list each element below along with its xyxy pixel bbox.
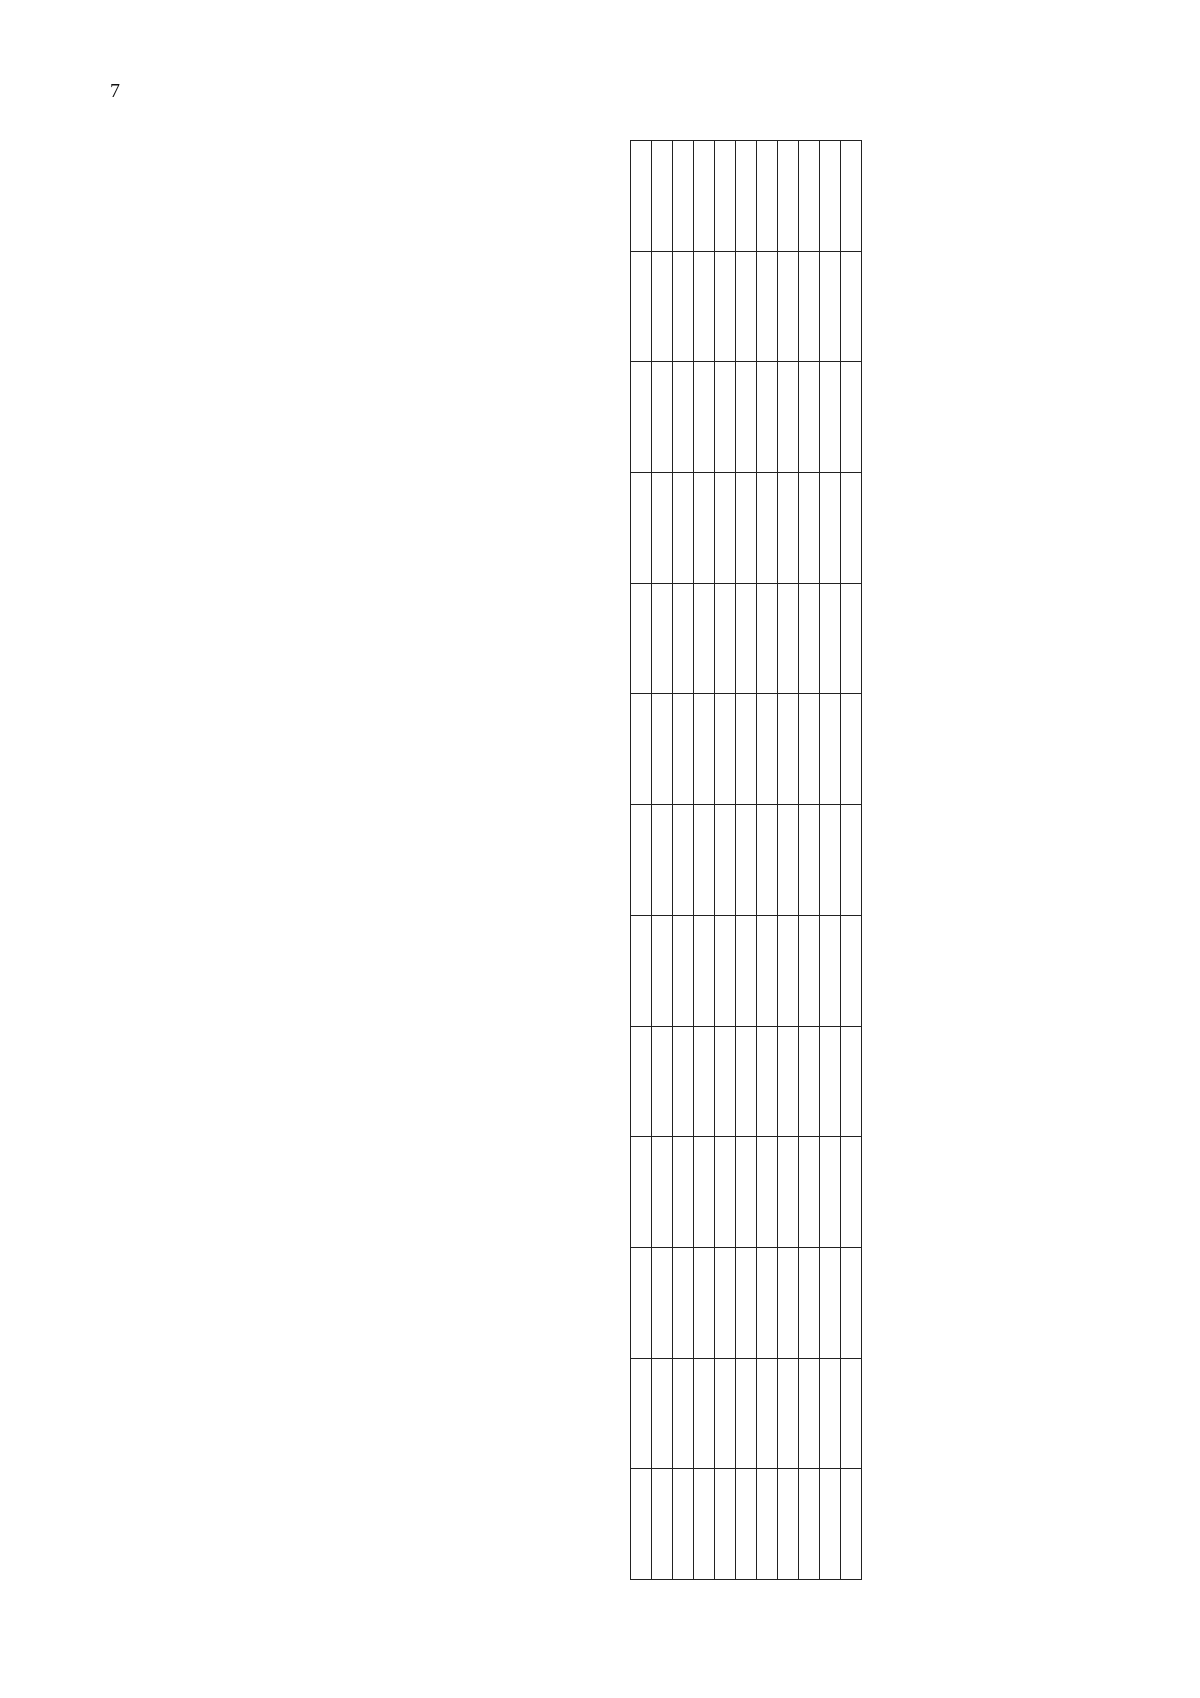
table-cell [841, 583, 862, 694]
table-cell [841, 915, 862, 1026]
table-cell [652, 1358, 673, 1469]
table-cell [841, 362, 862, 473]
table-row [673, 141, 694, 1580]
table-cell [820, 1247, 841, 1358]
table-cell [778, 694, 799, 805]
column-header [631, 694, 652, 805]
table-cell [778, 1247, 799, 1358]
table-cell [799, 1469, 820, 1580]
table-cell [652, 251, 673, 362]
table-cell [736, 362, 757, 473]
table-cell [673, 473, 694, 584]
table-cell [652, 583, 673, 694]
table-cell [652, 1469, 673, 1580]
table-cell [736, 141, 757, 252]
table-cell [715, 915, 736, 1026]
table-cell [841, 1026, 862, 1137]
table-cell [694, 1137, 715, 1248]
table-cell [757, 1247, 778, 1358]
table-cell [694, 1026, 715, 1137]
table-cell [715, 1026, 736, 1137]
table-cell [673, 141, 694, 252]
table-row [757, 141, 778, 1580]
table-cell [652, 473, 673, 584]
table-cell [778, 805, 799, 916]
table-cell [736, 1469, 757, 1580]
table-cell [841, 141, 862, 252]
table-cell [715, 1358, 736, 1469]
table-cell [652, 141, 673, 252]
table-cell [694, 362, 715, 473]
table-cell [736, 251, 757, 362]
table-cell [799, 694, 820, 805]
table-cell [799, 583, 820, 694]
table-cell [673, 583, 694, 694]
table-header-row [631, 141, 652, 1580]
table-cell [673, 694, 694, 805]
table-cell [736, 694, 757, 805]
table-cell [799, 805, 820, 916]
column-header [631, 141, 652, 252]
table-cell [757, 141, 778, 252]
table-cell [694, 141, 715, 252]
table-cell [757, 694, 778, 805]
table-row [715, 141, 736, 1580]
table-cell [778, 1137, 799, 1248]
table-cell [694, 251, 715, 362]
table-cell [820, 1026, 841, 1137]
table-cell [694, 1247, 715, 1358]
table-cell [841, 1469, 862, 1580]
column-header [631, 915, 652, 1026]
table-cell [820, 1358, 841, 1469]
table-cell [736, 1026, 757, 1137]
table-cell [820, 141, 841, 252]
table-cell [694, 1358, 715, 1469]
table-cell [778, 1026, 799, 1137]
table-cell [715, 362, 736, 473]
table-cell [694, 583, 715, 694]
table-cell [673, 1469, 694, 1580]
table-cell [715, 805, 736, 916]
table-cell [673, 1358, 694, 1469]
table-cell [715, 1469, 736, 1580]
table-cell [757, 915, 778, 1026]
table-cell [799, 1247, 820, 1358]
table-cell [694, 694, 715, 805]
table-cell [715, 141, 736, 252]
document-page [120, 120, 1080, 1600]
table-cell [715, 583, 736, 694]
column-header [631, 1469, 652, 1580]
table-cell [778, 1469, 799, 1580]
table-cell [757, 1026, 778, 1137]
table-cell [757, 583, 778, 694]
table-cell [652, 694, 673, 805]
table-cell [799, 915, 820, 1026]
table-cell [652, 1026, 673, 1137]
table-cell [757, 362, 778, 473]
table-row [799, 141, 820, 1580]
table-cell [820, 805, 841, 916]
page-number: 7 [110, 80, 120, 102]
table-cell [841, 694, 862, 805]
table-cell [778, 1358, 799, 1469]
table-cell [736, 473, 757, 584]
table-cell [841, 473, 862, 584]
table-cell [673, 1026, 694, 1137]
column-header [631, 1137, 652, 1248]
table-cell [652, 362, 673, 473]
column-header [631, 251, 652, 362]
table-cell [694, 1469, 715, 1580]
table-cell [778, 583, 799, 694]
table-cell [652, 805, 673, 916]
table-cell [715, 473, 736, 584]
table-cell [757, 1358, 778, 1469]
table-cell [673, 362, 694, 473]
table-cell [820, 1137, 841, 1248]
table-row [694, 141, 715, 1580]
table-row [778, 141, 799, 1580]
table-cell [841, 1358, 862, 1469]
table-cell [841, 805, 862, 916]
table-cell [820, 362, 841, 473]
table-row [841, 141, 862, 1580]
table-row [652, 141, 673, 1580]
table-cell [841, 1137, 862, 1248]
table-cell [799, 1358, 820, 1469]
indicator-table [630, 140, 862, 1580]
table-cell [757, 1469, 778, 1580]
table-cell [736, 583, 757, 694]
table-cell [799, 251, 820, 362]
table-cell [694, 915, 715, 1026]
column-header [631, 362, 652, 473]
table-cell [652, 1137, 673, 1248]
table-cell [841, 251, 862, 362]
table-cell [736, 915, 757, 1026]
table-cell [820, 1469, 841, 1580]
table-cell [778, 362, 799, 473]
table-cell [694, 805, 715, 916]
table-cell [820, 694, 841, 805]
table-row [820, 141, 841, 1580]
table-cell [841, 1247, 862, 1358]
table-cell [694, 473, 715, 584]
table-cell [778, 915, 799, 1026]
table-cell [757, 805, 778, 916]
table-cell [715, 694, 736, 805]
table-cell [736, 1247, 757, 1358]
table-cell [652, 1247, 673, 1358]
table-cell [778, 251, 799, 362]
table-cell [715, 251, 736, 362]
table-cell [820, 583, 841, 694]
table-cell [715, 1247, 736, 1358]
column-header [631, 473, 652, 584]
column-header [631, 805, 652, 916]
table-row [736, 141, 757, 1580]
table-cell [799, 1026, 820, 1137]
column-header [631, 1026, 652, 1137]
table-cell [736, 805, 757, 916]
table-cell [778, 141, 799, 252]
table-cell [673, 805, 694, 916]
table-cell [736, 1137, 757, 1248]
column-header [631, 583, 652, 694]
table-cell [652, 915, 673, 1026]
table-cell [799, 141, 820, 252]
table-cell [715, 1137, 736, 1248]
table-cell [673, 1137, 694, 1248]
table-cell [820, 915, 841, 1026]
table-cell [799, 362, 820, 473]
table-cell [736, 1358, 757, 1469]
table-cell [778, 473, 799, 584]
table-cell [757, 473, 778, 584]
table-cell [820, 473, 841, 584]
table-cell [673, 915, 694, 1026]
column-header [631, 1358, 652, 1469]
table-cell [820, 251, 841, 362]
table-cell [757, 1137, 778, 1248]
column-header [631, 1247, 652, 1358]
table-cell [673, 1247, 694, 1358]
table-cell [757, 251, 778, 362]
table-cell [799, 1137, 820, 1248]
table-cell [799, 473, 820, 584]
table-cell [673, 251, 694, 362]
